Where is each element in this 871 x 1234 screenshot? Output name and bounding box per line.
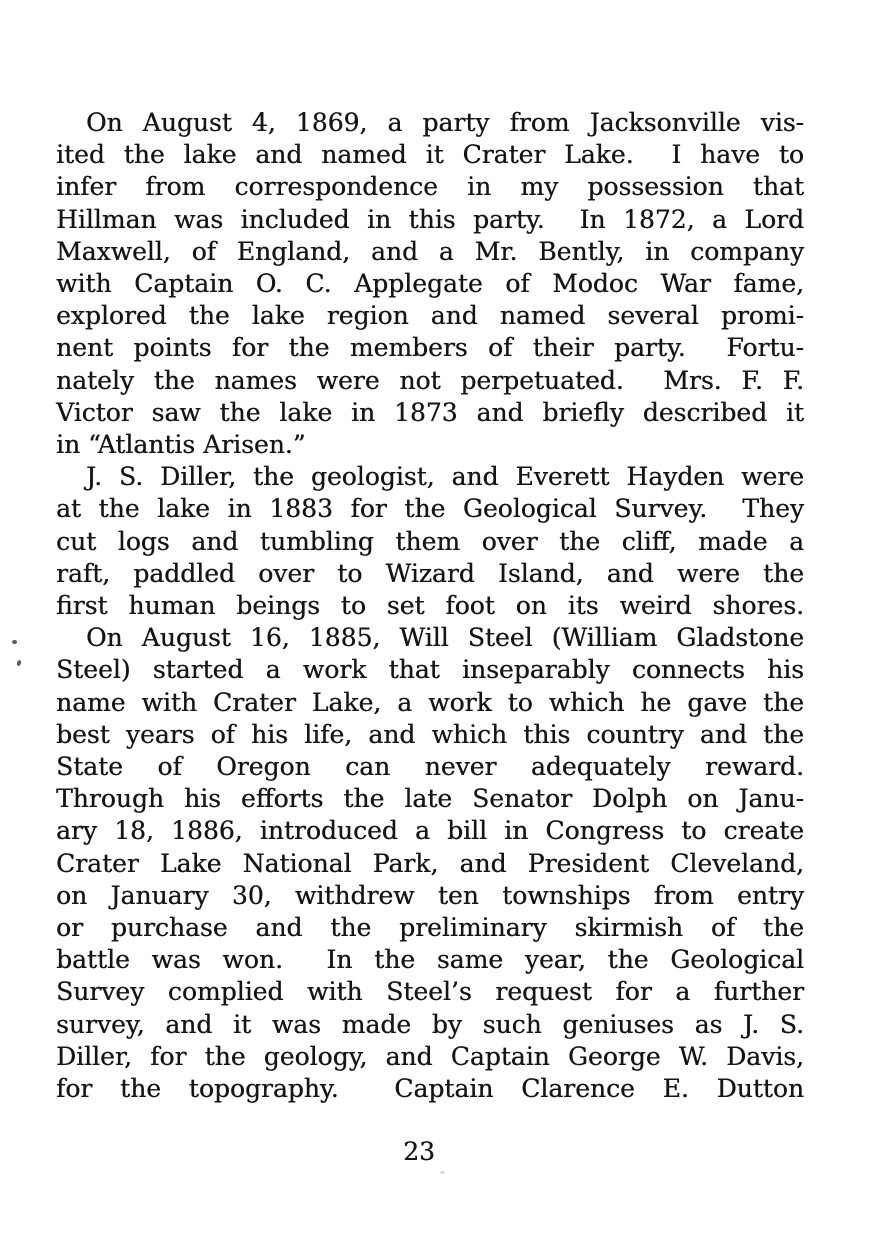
paragraph	[56, 461, 804, 622]
text-line: name with Crater Lake, a work to which he gave the	[56, 687, 804, 717]
text-line: State of Oregon can never adequately reward.	[56, 752, 804, 782]
text-line: ited the lake and named it Crater Lake. I have to	[56, 140, 804, 170]
text-line: first human beings to set foot on its weird shores.	[56, 591, 804, 621]
text-line: J. S. Diller, the geologist, and Everett Hayden were	[86, 462, 804, 492]
ink-speck-artifact	[12, 640, 17, 644]
text-line: Victor saw the lake in 1873 and briefly described it	[56, 397, 804, 427]
text-line: explored the lake region and named several promi-	[56, 301, 804, 331]
text-line: ary 18, 1886, introduced a bill in Congress to create	[56, 816, 804, 846]
text-line: survey, and it was made by such geniuses as J. S.	[56, 1009, 804, 1039]
text-line: Hillman was included in this party. In 1872, a Lord	[56, 204, 804, 234]
text-line: infer from correspondence in my possession that	[56, 172, 804, 202]
text-line: with Captain O. C. Applegate of Modoc War fame,	[56, 269, 804, 299]
paragraph	[56, 622, 804, 1105]
text-line: for the topography. Captain Clarence E. Dutton	[56, 1074, 804, 1104]
text-line: Steel) started a work that inseparably connects his	[56, 655, 804, 685]
text-line: On August 4, 1869, a party from Jacksonville vis-	[86, 108, 804, 137]
text-line: Maxwell, of England, and a Mr. Bently, in company	[56, 236, 804, 266]
text-line: best years of his life, and which this country and the	[56, 719, 804, 749]
text-line: Diller, for the geology, and Captain George W. Davis,	[56, 1041, 804, 1071]
text-line: on January 30, withdrew ten townships from entry	[56, 880, 804, 910]
paragraph	[56, 107, 804, 461]
page-number: 23	[403, 1137, 435, 1166]
text-line: raft, paddled over to Wizard Island, and were the	[56, 558, 804, 588]
text-line: in “Atlantis Arisen.”	[56, 430, 306, 460]
text-line: On August 16, 1885, Will Steel (William Gladstone	[86, 623, 804, 653]
ink-speck-artifact	[440, 1171, 445, 1174]
text-line: cut logs and tumbling them over the cliff, made a	[56, 526, 804, 556]
text-line: Crater Lake National Park, and President Cleveland,	[56, 848, 804, 878]
page-text-block	[56, 107, 804, 1105]
text-line: or purchase and the preliminary skirmish of the	[56, 913, 804, 943]
text-line: battle was won. In the same year, the Geological	[56, 945, 804, 975]
text-line: nent points for the members of their party. Fortu-	[56, 333, 804, 363]
text-line: Survey complied with Steel’s request for a further	[56, 977, 804, 1007]
text-line: at the lake in 1883 for the Geological Survey. They	[56, 494, 804, 524]
text-line: Through his efforts the late Senator Dolph on Janu-	[56, 784, 804, 814]
text-line: nately the names were not perpetuated. Mrs. F. F.	[56, 365, 804, 395]
ink-speck-artifact	[16, 660, 22, 667]
